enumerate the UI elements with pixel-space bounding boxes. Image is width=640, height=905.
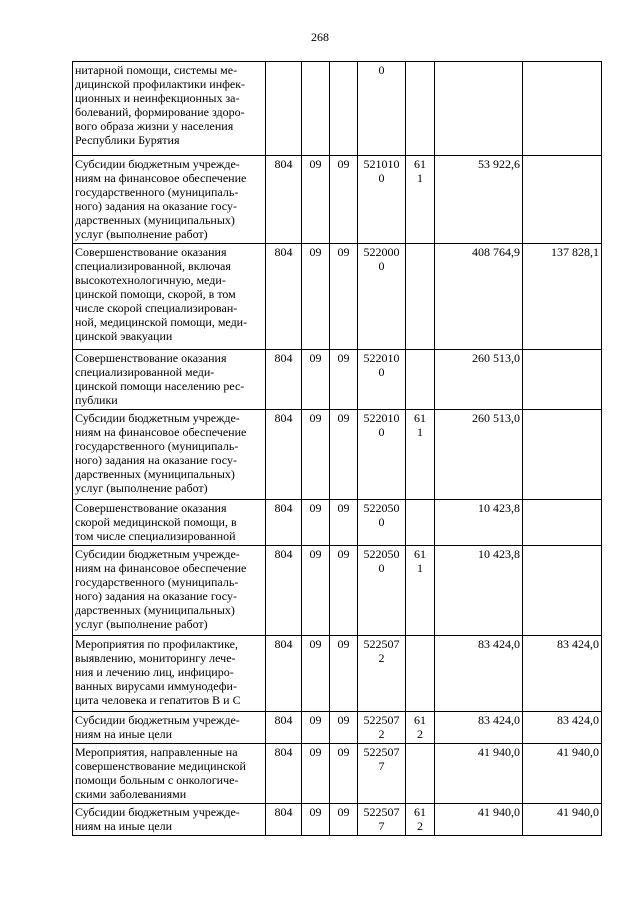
section-code-cell: 09 bbox=[302, 500, 330, 546]
sum2-cell: 83 424,0 bbox=[523, 636, 602, 712]
ministry-code-cell: 804 bbox=[266, 244, 302, 350]
ministry-code-cell: 804 bbox=[266, 744, 302, 804]
section-code-cell: 09 bbox=[302, 712, 330, 744]
table-row bbox=[73, 636, 602, 712]
sum1-cell: 10 423,8 bbox=[435, 546, 523, 636]
table-row bbox=[73, 62, 602, 156]
table-row bbox=[73, 546, 602, 636]
expense-type-cell bbox=[406, 636, 435, 712]
sum2-cell bbox=[523, 500, 602, 546]
expense-type-cell: 61 1 bbox=[406, 410, 435, 500]
row-name-cell: Мероприятия по профилактике, выявлению, мониторингу лече- ния и лечению лиц, инфициро- ванных вирусами иммунодефи- цита человека и гепатитов В и С bbox=[73, 636, 266, 712]
sum1-cell: 41 940,0 bbox=[435, 804, 523, 836]
section-code-cell: 09 bbox=[302, 350, 330, 410]
ministry-code-cell: 804 bbox=[266, 546, 302, 636]
expense-type-cell: 61 2 bbox=[406, 712, 435, 744]
expense-type-cell: 61 1 bbox=[406, 156, 435, 244]
table-row bbox=[73, 804, 602, 836]
subsection-code-cell: 09 bbox=[330, 350, 358, 410]
sum1-cell: 408 764,9 bbox=[435, 244, 523, 350]
ministry-code-cell: 804 bbox=[266, 804, 302, 836]
sum2-cell bbox=[523, 410, 602, 500]
target-code-cell: 522010 0 bbox=[358, 410, 406, 500]
table-row bbox=[73, 410, 602, 500]
subsection-code-cell: 09 bbox=[330, 804, 358, 836]
expense-type-cell: 61 2 bbox=[406, 804, 435, 836]
ministry-code-cell: 804 bbox=[266, 500, 302, 546]
table-row bbox=[73, 350, 602, 410]
row-name-cell: Субсидии бюджетным учрежде- ниям на финансовое обеспечение государственного (муниципаль- ного) задания на оказание госу- дарственных (муниципальных) услуг (выполнение работ) bbox=[73, 546, 266, 636]
row-name-cell: Субсидии бюджетным учрежде- ниям на иные цели bbox=[73, 712, 266, 744]
subsection-code-cell: 09 bbox=[330, 410, 358, 500]
sum2-cell: 83 424,0 bbox=[523, 712, 602, 744]
expense-type-cell bbox=[406, 62, 435, 156]
target-code-cell: 522507 2 bbox=[358, 636, 406, 712]
section-code-cell: 09 bbox=[302, 546, 330, 636]
row-name-cell: Субсидии бюджетным учрежде- ниям на финансовое обеспечение государственного (муниципаль- ного) задания на оказание госу- дарственных (муниципальных) услуг (выполнение работ) bbox=[73, 410, 266, 500]
row-name-cell: Совершенствование оказания специализированной, включая высокотехнологичную, меди- цинской помощи, скорой, в том числе скорой специализирован- ной, медицинской помощи, меди- цинской эвакуации bbox=[73, 244, 266, 350]
ministry-code-cell: 804 bbox=[266, 712, 302, 744]
table-row bbox=[73, 744, 602, 804]
section-code-cell: 09 bbox=[302, 410, 330, 500]
sum2-cell bbox=[523, 546, 602, 636]
section-code-cell: 09 bbox=[302, 636, 330, 712]
row-name-cell: Субсидии бюджетным учрежде- ниям на финансовое обеспечение государственного (муниципаль- ного) задания на оказание госу- дарственных (муниципальных) услуг (выполнение работ) bbox=[73, 156, 266, 244]
section-code-cell: 09 bbox=[302, 744, 330, 804]
page-number: 268 bbox=[311, 30, 329, 44]
subsection-code-cell: 09 bbox=[330, 244, 358, 350]
target-code-cell: 521010 0 bbox=[358, 156, 406, 244]
ministry-code-cell: 804 bbox=[266, 410, 302, 500]
row-name-cell: Совершенствование оказания скорой медицинской помощи, в том числе специализированной bbox=[73, 500, 266, 546]
subsection-code-cell: 09 bbox=[330, 156, 358, 244]
subsection-code-cell: 09 bbox=[330, 546, 358, 636]
section-code-cell: 09 bbox=[302, 804, 330, 836]
target-code-cell: 0 bbox=[358, 62, 406, 156]
subsection-code-cell: 09 bbox=[330, 636, 358, 712]
sum1-cell: 260 513,0 bbox=[435, 410, 523, 500]
ministry-code-cell bbox=[266, 62, 302, 156]
sum2-cell: 41 940,0 bbox=[523, 804, 602, 836]
target-code-cell: 522050 0 bbox=[358, 546, 406, 636]
sum2-cell bbox=[523, 156, 602, 244]
ministry-code-cell: 804 bbox=[266, 636, 302, 712]
ministry-code-cell: 804 bbox=[266, 350, 302, 410]
sum2-cell bbox=[523, 62, 602, 156]
expense-type-cell bbox=[406, 500, 435, 546]
row-name-cell: Субсидии бюджетным учрежде- ниям на иные цели bbox=[73, 804, 266, 836]
table-row bbox=[73, 244, 602, 350]
expense-type-cell: 61 1 bbox=[406, 546, 435, 636]
subsection-code-cell: 09 bbox=[330, 500, 358, 546]
sum1-cell bbox=[435, 62, 523, 156]
expense-type-cell bbox=[406, 350, 435, 410]
target-code-cell: 522507 7 bbox=[358, 804, 406, 836]
sum1-cell: 10 423,8 bbox=[435, 500, 523, 546]
expense-type-cell bbox=[406, 244, 435, 350]
table-row bbox=[73, 500, 602, 546]
target-code-cell: 522507 7 bbox=[358, 744, 406, 804]
sum1-cell: 41 940,0 bbox=[435, 744, 523, 804]
budget-table bbox=[72, 61, 602, 836]
row-name-cell: Совершенствование оказания специализированной меди- цинской помощи населению рес- публики bbox=[73, 350, 266, 410]
subsection-code-cell: 09 bbox=[330, 744, 358, 804]
sum1-cell: 53 922,6 bbox=[435, 156, 523, 244]
table-row bbox=[73, 712, 602, 744]
section-code-cell bbox=[302, 62, 330, 156]
sum1-cell: 260 513,0 bbox=[435, 350, 523, 410]
sum1-cell: 83 424,0 bbox=[435, 636, 523, 712]
sum2-cell bbox=[523, 350, 602, 410]
row-name-cell: Мероприятия, направленные на совершенствование медицинской помощи больным с онкологиче- скими заболеваниями bbox=[73, 744, 266, 804]
subsection-code-cell: 09 bbox=[330, 712, 358, 744]
section-code-cell: 09 bbox=[302, 244, 330, 350]
sum1-cell: 83 424,0 bbox=[435, 712, 523, 744]
expense-type-cell bbox=[406, 744, 435, 804]
subsection-code-cell bbox=[330, 62, 358, 156]
section-code-cell: 09 bbox=[302, 156, 330, 244]
target-code-cell: 522507 2 bbox=[358, 712, 406, 744]
sum2-cell: 41 940,0 bbox=[523, 744, 602, 804]
row-name-cell: нитарной помощи, системы ме- дицинской профилактики инфек- ционных и неинфекционных за- болеваний, формирование здоро- вого образа жизни у населения Республики Бурятия bbox=[73, 62, 266, 156]
ministry-code-cell: 804 bbox=[266, 156, 302, 244]
target-code-cell: 522000 0 bbox=[358, 244, 406, 350]
target-code-cell: 522010 0 bbox=[358, 350, 406, 410]
target-code-cell: 522050 0 bbox=[358, 500, 406, 546]
sum2-cell: 137 828,1 bbox=[523, 244, 602, 350]
table-row bbox=[73, 156, 602, 244]
